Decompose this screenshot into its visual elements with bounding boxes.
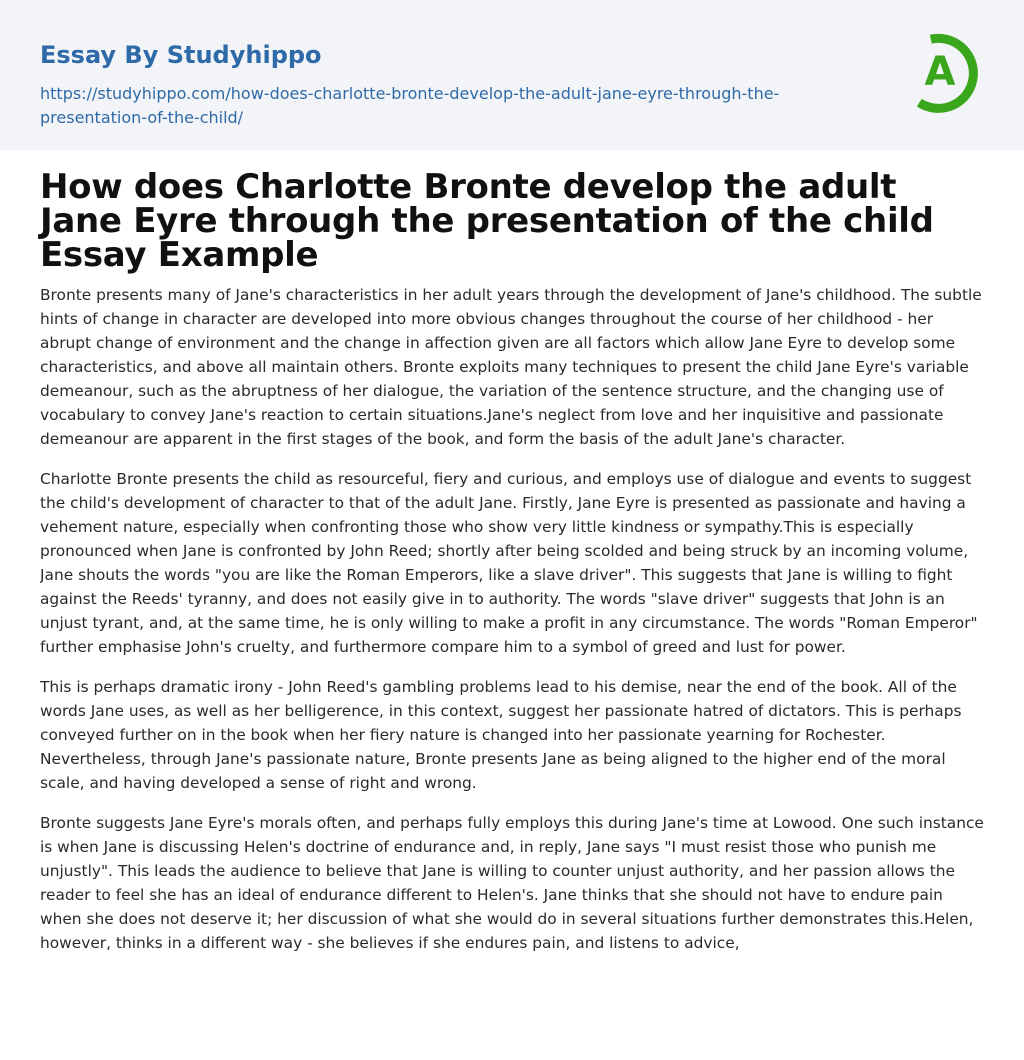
article-paragraph: This is perhaps dramatic irony - John Reed's gambling problems lead to his demise, near the end of the book. All of the words Jane uses, as well as her belligerence, in this context, suggest her passionate hatred of dictators. This is perhaps conveyed further on in the book when her fiery nature is changed into her passionate yearning for Rochester. Nevertheless, through Jane's passionate nature, Bronte presents Jane as being aligned to the higher end of the moral scale, and having developed a sense of right and wrong. [40,678,962,792]
article-paragraph: Bronte suggests Jane Eyre's morals often, and perhaps fully employs this during Jane's time at Lowood. One such instance is when Jane is discussing Helen's doctrine of endurance and, in reply, Jane says "I must resist those who punish me unjustly". This leads the audience to believe that Jane is willing to counter unjust authority, and her passion allows the reader to feel she has an ideal of endurance different to Helen's. Jane thinks that she should not have to endure pain when she does not deserve it; her discussion of what she would do in several situations further demonstrates this.Helen, however, thinks in a different way - she believes if she endures pain, and listens to advice, [40,814,984,952]
logo-letter: A [924,49,956,95]
page-header [0,0,1024,150]
article-paragraph: Charlotte Bronte presents the child as resourceful, fiery and curious, and employs use of dialogue and events to suggest the child's development of character to that of the adult Jane. Firstly, Jane Eyre is presented as passionate and having a vehement nature, especially when confronting those who show very little kindness or sympathy.This is especially pronounced when Jane is confronted by John Reed; shortly after being scolded and being struck by an incoming volume, Jane shouts the words "you are like the Roman Emperors, like a slave driver". This suggests that Jane is willing to fight against the Reeds' tyranny, and does not easily give in to authority. The words "slave driver" suggests that John is an unjust tyrant, and, at the same time, he is only willing to make a profit in any circumstance. The words "Roman Emperor" further emphasise John's cruelty, and furthermore compare him to a symbol of greed and lust for power. [40,470,978,656]
article-paragraph: Bronte presents many of Jane's characteristics in her adult years through the development of Jane's childhood. The subtle hints of change in character are developed into more obvious changes throughout the course of her childhood - her abrupt change of environment and the change in affection given are all factors which allow Jane Eyre to develop some characteristics, and above all maintain others. Bronte exploits many techniques to present the child Jane Eyre's variable demeanour, such as the abruptness of her dialogue, the variation of the sentence structure, and the changing use of vocabulary to convey Jane's reaction to certain situations.Jane's neglect from love and her inquisitive and passionate demeanour are apparent in the first stages of the book, and form the basis of the adult Jane's character. [40,286,982,448]
article-title: How does Charlotte Bronte develop the adult Jane Eyre through the presentation of the child Essay Example [40,167,934,275]
studyhippo-logo-icon[interactable] [898,26,990,118]
article-body [40,283,984,1023]
site-brand[interactable]: Essay By Studyhippo [40,41,322,69]
source-url-link[interactable]: https://studyhippo.com/how-does-charlotte-bronte-develop-the-adult-jane-eyre-through-the-presentation-of-the-child/ [40,84,780,127]
